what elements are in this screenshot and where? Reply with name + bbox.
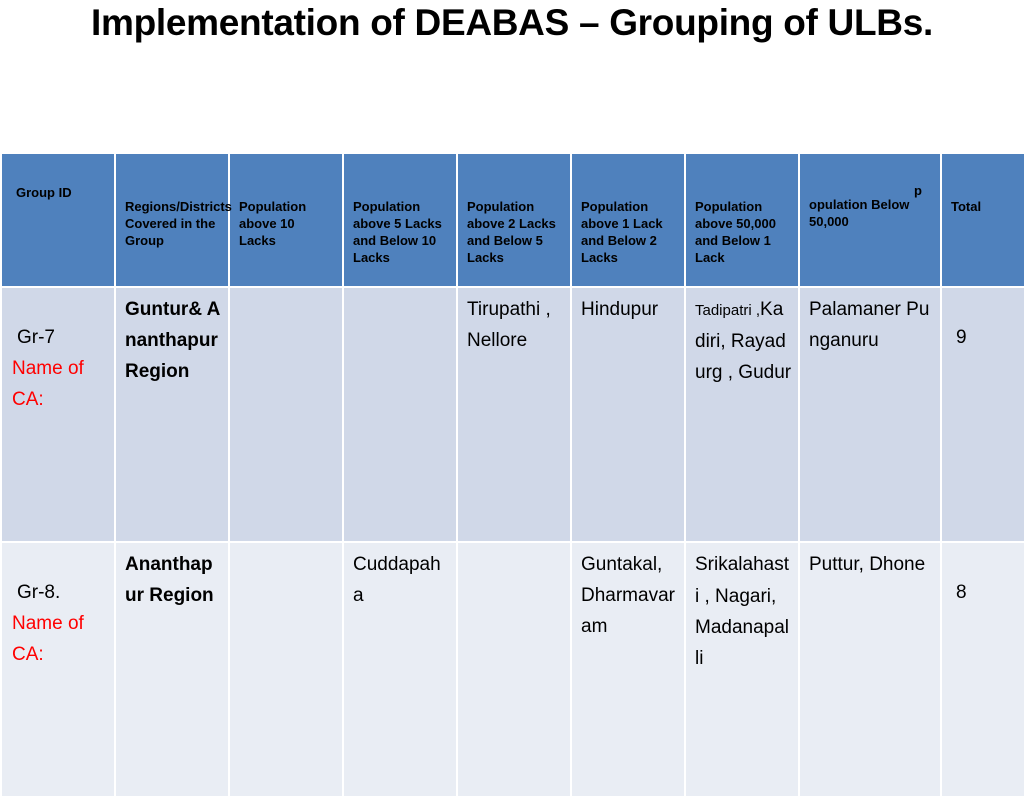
table-row (1, 542, 1024, 797)
group-id-cell (1, 542, 115, 797)
header-population-50k-to-1: Population above 50,000 and Below 1 Lack (685, 153, 799, 287)
2-to-5-cell (457, 542, 571, 797)
below-50k-cell: Puttur, Dhone (799, 542, 941, 797)
header-regions: Regions/Districts Covered in the Group (115, 153, 229, 287)
total-cell: 9 (941, 287, 1024, 542)
header-population-5-to-10: Population above 5 Lacks and Below 10 Lacks (343, 153, 457, 287)
1-to-2-cell: Guntakal, Dharmavaram (571, 542, 685, 797)
header-row (1, 153, 1024, 287)
ca-label: Name of CA: (12, 613, 84, 665)
50k-to-1-small-text: Tadipatri , (695, 302, 761, 319)
header-group-id: Group ID (1, 153, 115, 287)
header-population-2-to-5: Population above 2 Lacks and Below 5 Lacks (457, 153, 571, 287)
total-cell: 8 (941, 542, 1024, 797)
header-below-50k-initial: p (914, 183, 922, 198)
header-population-below-50k (799, 153, 941, 287)
ulb-grouping-table (0, 152, 1024, 798)
group-code: Gr-8. (17, 582, 61, 603)
50k-to-1-cell (685, 287, 799, 542)
1-to-2-cell: Hindupur (571, 287, 685, 542)
5-to-10-cell (343, 287, 457, 542)
group-id-cell (1, 287, 115, 542)
region-cell: Guntur& Ananthapur Region (115, 287, 229, 542)
region-cell: Ananthapur Region (115, 542, 229, 797)
header-below-50k-text: opulation Below 50,000 (809, 197, 910, 229)
group-code: Gr-7 (17, 327, 55, 348)
header-total: Total (941, 153, 1024, 287)
50k-to-1-cell (685, 542, 799, 797)
header-population-above-10: Population above 10 Lacks (229, 153, 343, 287)
header-population-1-to-2: Population above 1 Lack and Below 2 Lacks (571, 153, 685, 287)
table-row (1, 287, 1024, 542)
above-10-cell (229, 287, 343, 542)
50k-to-1-text: Srikalahasti , Nagari, Madanapalli (695, 554, 790, 669)
50k-to-1-text: Kadiri, Rayadurg , Gudur (695, 299, 792, 383)
page-title: Implementation of DEABAS – Grouping of ULBs. (91, 2, 933, 43)
above-10-cell (229, 542, 343, 797)
2-to-5-cell: Tirupathi , Nellore (457, 287, 571, 542)
below-50k-cell: Palamaner Punganuru (799, 287, 941, 542)
5-to-10-cell: Cuddapaha (343, 542, 457, 797)
ca-label: Name of CA: (12, 358, 84, 410)
